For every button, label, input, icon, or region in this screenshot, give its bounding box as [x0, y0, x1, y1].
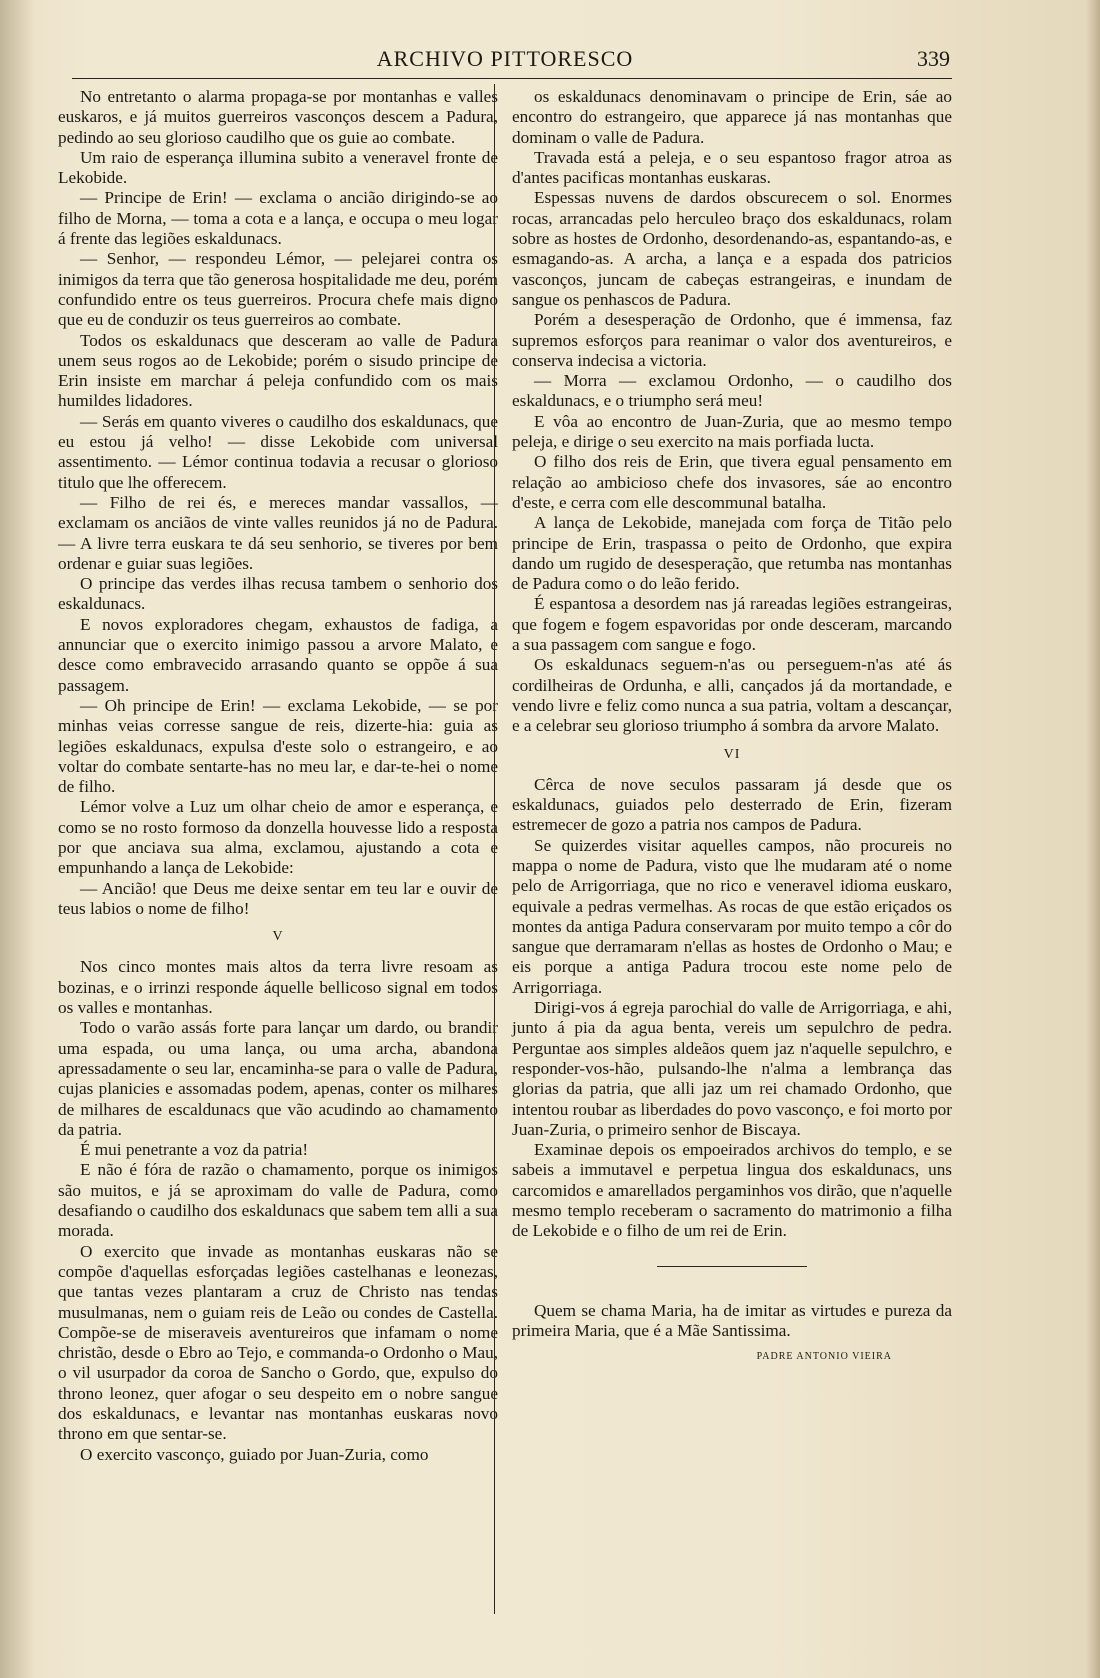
paragraph: Porém a desesperação de Ordonho, que é immensa, faz supremos esforços para reanimar o valor dos aventureiros, e conserva indecisa a victoria.	[512, 310, 952, 370]
page-number: 339	[917, 46, 950, 71]
binding-shadow	[0, 0, 34, 1678]
page-title: ARCHIVO PITTORESCO	[376, 46, 634, 71]
paragraph: A lança de Lekobide, manejada com força de Titão pelo principe de Erin, traspassa o peito de Ordonho, que expira dando um rugido de desesperação, que retumba nas montanhas de Padura como o do leão ferido.	[512, 513, 952, 594]
paragraph: É mui penetrante a voz da patria!	[80, 1140, 309, 1160]
paragraph: Os eskaldunacs seguem-n'as ou perseguem-n'as até ás cordilheiras de Ordunha, e alli, cançados já da mortandade, e vendo livre e feliz como nunca a sua patria, voltam a descançar, e a celebrar seu glorioso triumpho á sombra da arvore Malato.	[512, 655, 952, 736]
paragraph: Nos cinco montes mais altos da terra livre resoam as bozinas, e o irrinzi responde áquelle bellicoso signal em todos os valles e montanhas.	[58, 957, 498, 1018]
paragraph: — Serás em quanto viveres o caudilho dos eskaldunacs, que eu estou já velho! — disse Lekobide com universal assentimento. — Lémor continua todavia a recusar o glorioso titulo que lhe offerecem.	[58, 411, 498, 492]
page-edge	[1086, 0, 1100, 1678]
right-column	[512, 87, 952, 1587]
column-rule	[494, 84, 495, 1614]
paragraph: Lémor volve a Luz um olhar cheio de amor e esperança, e como se no rosto formoso da donzella houvesse lido a resposta por que anciava sua alma, exclamou, ajustando a cota e empunhando a lança de Lekobide:	[58, 797, 498, 878]
quote-author: PADRE ANTONIO VIEIRA	[756, 1351, 892, 1363]
paragraph: Se quizerdes visitar aquelles campos, não procureis no mappa o nome de Padura, visto que lhe mudaram até o nome pelo de Arrigorriaga, que no rico e veneravel idioma euskaro, equivale a pedras vermelhas. As rocas de que estão eriçados os montes da antiga Padura conservaram por muito tempo a côr do sangue que derramaram n'ellas as hostes de Ordonho o Mau; e eis porque a antiga Padura trocou este nome pelo de Arrigorriaga.	[512, 835, 952, 997]
paragraph: — Ancião! que Deus me deixe sentar em teu lar e ouvir de teus labios o nome de filho!	[58, 878, 498, 918]
paragraph: Dirigi-vos á egreja parochial do valle de Arrigorriaga, e ahi, junto á pia da agua benta, vereis um sepulchro de pedra. Perguntae aos simples aldeãos quem jaz n'aquelle sepulchro, e responder-vos-hão, pulsando-lhe n'alma a lembrança das glorias da patria, que alli jaz um rei chamado Ordonho, que intentou roubar as liberdades do povo vasconço, e foi morto por Juan-Zuria, o primeiro senhor de Biscaya.	[512, 998, 952, 1139]
paragraph: — Senhor, — respondeu Lémor, — pelejarei contra os inimigos da terra que tão generosa hospitalidade me deu, porém confundido entre os teus guerreiros. Procura chefe mais digno que eu de conduzir os teus guerreiros ao combate.	[58, 249, 498, 330]
paragraph: É espantosa a desordem nas já rareadas legiões estrangeiras, que fogem e fogem espavoridas por onde desceram, marcando a sua passagem com sangue e fogo.	[512, 594, 952, 655]
paragraph: E não é fóra de razão o chamamento, porque os inimigos são muitos, e já se aproximam do valle de Padura, como desafiando o caudilho dos eskaldunacs que sabem tem alli a sua morada.	[58, 1160, 498, 1241]
paragraph: Travada está a peleja, e o seu espantoso fragor atroa as d'antes pacificas montanhas euskaras.	[512, 147, 952, 188]
section-heading: V	[272, 929, 284, 945]
page-header	[60, 38, 950, 78]
paragraph: — Morra — exclamou Ordonho, — o caudilho dos eskaldunacs, e o triumpho será meu!	[512, 371, 952, 411]
header-rule	[72, 78, 952, 79]
section-heading: VI	[723, 746, 741, 762]
paragraph: Quem se chama Maria, ha de imitar as virtudes e pureza da primeira Maria, que é a Mãe Santissima.	[512, 1300, 952, 1340]
paragraph: E vôa ao encontro de Juan-Zuria, que ao mesmo tempo peleja, e dirige o seu exercito na mais porfiada lucta.	[512, 411, 952, 452]
separator-rule	[657, 1266, 807, 1267]
paragraph: Um raio de esperança illumina subito a veneravel fronte de Lekobide.	[58, 147, 498, 188]
paragraph: O exercito vasconço, guiado por Juan-Zuria, como	[80, 1444, 429, 1464]
paragraph: — Filho de rei és, e mereces mandar vassallos, — exclamam os anciãos de vinte valles reunidos já no de Padura. — A livre terra euskara te dá seu senhorio, se tiveres por bem ordenar e guiar suas legiões.	[58, 492, 498, 573]
paragraph: Todos os eskaldunacs que desceram ao valle de Padura unem seus rogos ao de Lekobide; porém o sisudo principe de Erin insiste em marchar á peleja confundido com os mais humildes lidadores.	[58, 330, 498, 411]
paragraph: — Oh principe de Erin! — exclama Lekobide, — se por minhas veias corresse sangue de reis, dizerte-hia: guia as legiões eskaldunacs, expulsa d'este solo o estrangeiro, e ao voltar do combate sentarte-has no meu lar, e dar-te-hei o nome de filho.	[58, 695, 498, 797]
paragraph: No entretanto o alarma propaga-se por montanhas e valles euskaros, e já muitos guerreiros vasconços descem a Padura, pedindo ao seu glorioso caudilho que os guie ao combate.	[58, 87, 498, 147]
paragraph: Cêrca de nove seculos passaram já desde que os eskaldunacs, guiados pelo desterrado de Erin, fizeram estremecer de gozo a patria nos campos de Padura.	[512, 774, 952, 835]
paragraph: O principe das verdes ilhas recusa tambem o senhorio dos eskaldunacs.	[58, 574, 498, 614]
paragraph: Espessas nuvens de dardos obscurecem o sol. Enormes rocas, arrancadas pelo herculeo braço dos eskaldunacs, rolam sobre as hostes de Ordonho, desordenando-as, espantando-as, e esmagando-as. A archa, a lança e a espada dos patricios vasconços, juncam de cabeças estrangeiras, e inundam de sangue os penhascos de Padura.	[512, 188, 952, 309]
paragraph: Todo o varão assás forte para lançar um dardo, ou brandir uma espada, ou uma lança, ou uma archa, abandona apressadamente o seu lar, encaminha-se para o valle de Padura, cujas planicies e assomadas podem, apenas, conter os milhares de milhares de escaldunacs que vão acudindo ao chamamento da patria.	[58, 1018, 498, 1139]
paragraph: E novos exploradores chegam, exhaustos de fadiga, a annunciar que o exercito inimigo passou a arvore Malato, e desce como embravecido arrasando quanto se oppõe á sua passagem.	[58, 614, 498, 695]
paragraph: os eskaldunacs denominavam o principe de Erin, sáe ao encontro do estrangeiro, que apparece já nas montanhas que dominam o valle de Padura.	[512, 87, 952, 147]
paragraph: — Principe de Erin! — exclama o ancião dirigindo-se ao filho de Morna, — toma a cota e a lança, e occupa o meu logar á frente das legiões eskaldunacs.	[58, 188, 498, 249]
left-column	[58, 87, 498, 1607]
paragraph: O exercito que invade as montanhas euskaras não se compõe d'aquellas esforçadas legiões castelhanas e leonezas, que tantas vezes plantaram a cruz de Christo nas tendas musulmanas, nem o guiam reis de Leão ou condes de Castella. Compõe-se de miseraveis aventureiros que infamam o nome christão, desde o Ebro ao Tejo, e commanda-o Ordonho o Mau, o vil usurpador da coroa de Sancho o Gordo, que, expulso do throno leonez, quer afogar o seu despeito em o nobre sangue dos eskaldunacs, e levantar nas montanhas euskaras novo throno em que sentar-se.	[58, 1241, 498, 1444]
paragraph: Examinae depois os empoeirados archivos do templo, e se sabeis a immutavel e perpetua lingua dos eskaldunacs, uns carcomidos e amarellados pergaminhos vos dirão, que n'aquelle mesmo templo receberam o sacramento do matrimonio a filha de Lekobide e o filho de um rei de Erin.	[512, 1140, 952, 1241]
paragraph: O filho dos reis de Erin, que tivera egual pensamento em relação ao ambicioso chefe dos invasores, sáe ao encontro d'este, e cerra com elle descommunal batalha.	[512, 452, 952, 512]
